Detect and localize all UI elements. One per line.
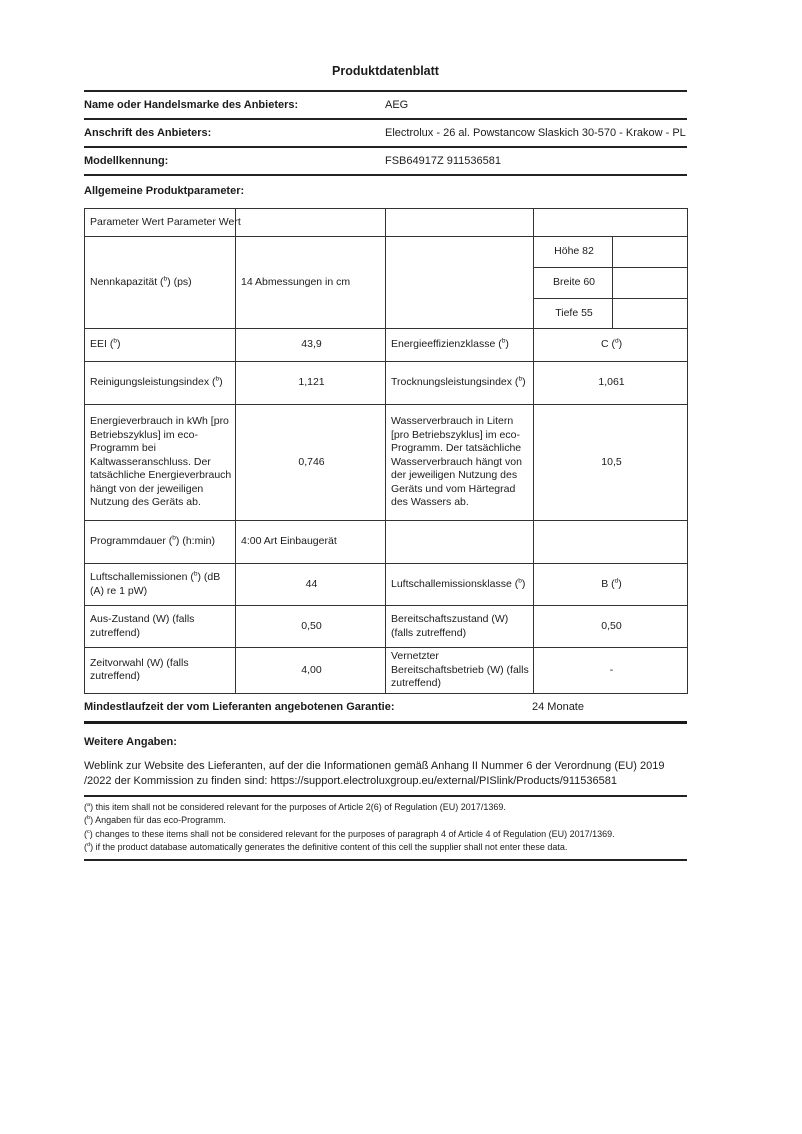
delay-start-row [85,648,688,694]
value-cell: 0,50 [534,606,688,648]
eei-row [85,329,688,362]
footnote-marker: c [87,828,90,835]
value-cell: 0,50 [236,606,386,648]
capacity-row [85,237,688,268]
page-content [84,62,687,861]
param-cell: EEI ($^b$) [85,329,236,362]
cleaning-index-row [85,362,688,405]
supplier-name-label: Name oder Handelsmarke des Anbieters: [84,99,299,111]
additional-info-heading: Weitere Angaben: [84,735,177,748]
param-cell: Vernetzter Bereitschaftsbetrieb (W) (falls zutreffend) [386,648,534,694]
footnote-marker: a [87,801,91,808]
energy-water-consumption-row [85,405,688,521]
value-cell: 4,00 [236,648,386,694]
warranty-row [84,694,687,724]
param-cell: Trocknungsleistungsindex ($^b$) [386,362,534,405]
param-cell: Bereitschaftszustand (W) (falls zutreffend) [386,606,534,648]
dimension-empty-cell [613,268,688,299]
noise-emissions-row [85,564,688,606]
warranty-value: 24 Monate [532,701,584,713]
weblink-line: /2022 der Kommission zu finden sind: https://support.electroluxgroup.eu/external/PISlink/Products/911536581 [84,774,618,787]
value-cell [534,521,688,564]
footnote-text: Angaben für das eco-Programm. [95,815,226,825]
value-cell: C ($^d$) [534,329,688,362]
value-cell: - [534,648,688,694]
supplier-info-section [84,90,687,176]
param-cell: Luftschallemissionsklasse ($^b$) [386,564,534,606]
model-identifier-row [84,148,687,176]
param-cell: Energieeffizienzklasse ($^b$) [386,329,534,362]
dimension-empty-cell [613,299,688,329]
table-header-empty-cell [386,209,534,237]
param-cell: Programmdauer ($^b$) (h:min) [85,521,236,564]
footnote-item: ($^d$) if the product database automatically generates the definitive content of this cell the supplier shall not enter these data. [84,842,568,852]
table-header-empty-cell [534,209,688,237]
dimension-empty-cell [613,237,688,268]
document-title: Produktdatenblatt [332,64,439,78]
supplier-address-row [84,120,687,148]
table-header-cell: Parameter Wert Parameter Wert [85,209,236,237]
value-cell: 43,9 [236,329,386,362]
supplier-address-value: Electrolux - 26 al. Powstancow Slaskich 30-570 - Krakow - PL [385,127,686,139]
param-cell: Aus-Zustand (W) (falls zutreffend) [85,606,236,648]
capacity-param-cell: Nennkapazität ($^b$) (ps) [85,237,236,329]
supplier-address-label: Anschrift des Anbieters: [84,127,212,139]
footnotes-section [84,795,687,861]
param-cell: Wasserverbrauch in Litern [pro Betriebszyklus] im eco-Programm. Der tatsächliche Wasserverbrauch hängt von der jeweiligen Nutzung des Geräts und vom Härtegrad des Wassers ab. [386,405,534,521]
footnote-marker: d [87,842,91,848]
param-cell [386,521,534,564]
param-cell: Energieverbrauch in kWh [pro Betriebszyklus] im eco-Programm bei Kaltwasseranschluss. Der tatsächliche Energieverbrauch hängt von der jeweiligen Nutzung des Geräts ab. [85,405,236,521]
value-cell: 1,061 [534,362,688,405]
weblink-line: Weblink zur Website des Lieferanten, auf der die Informationen gemäß Anhang II Nummer 6 der Verordnung (EU) 2019 [84,759,665,772]
value-cell: 10,5 [534,405,688,521]
table-header-row [85,209,688,237]
supplier-name-row [84,92,687,120]
param-cell: Luftschallemissionen ($^b$) (dB (A) re 1 pW) [85,564,236,606]
footnote-item: ($^a$) this item shall not be considered relevant for the purposes of Article 2(6) of Regulation (EU) 2017/1369. [84,801,506,812]
param-cell: Reinigungsleistungsindex ($^b$) [85,362,236,405]
param-cell: Zeitvorwahl (W) (falls zutreffend) [85,648,236,694]
footnote-marker: b [87,815,91,821]
supplier-name-value: AEG [385,99,409,111]
model-identifier-value: FSB64917Z 911536581 [385,155,501,167]
product-parameters-table [84,208,688,694]
footnote-text: if the product database automatically generates the definitive content of this cell the supplier shall not enter these data. [95,842,568,852]
value-cell: 1,121 [236,362,386,405]
value-cell: 0,746 [236,405,386,521]
general-parameters-heading: Allgemeine Produktparameter: [84,185,245,197]
off-mode-row [85,606,688,648]
dimension-height-cell: Höhe 82 [534,237,613,268]
capacity-value-cell: 14 Abmessungen in cm [236,237,386,329]
footnote-text: this item shall not be considered relevant for the purposes of Article 2(6) of Regulation (EU) 2017/1369. [95,801,506,812]
program-duration-row [85,521,688,564]
dimension-depth-cell: Tiefe 55 [534,299,613,329]
footnote-item: ($^b$) Angaben für das eco-Programm. [84,815,226,825]
footnote-text: changes to these items shall not be considered relevant for the purposes of paragraph 4 of Article 4 of Regulation (EU) 2017/1369. [95,828,615,839]
value-cell: 4:00 Art Einbaugerät [236,521,386,564]
dimensions-empty-cell [386,237,534,329]
value-cell: B ($^d$) [534,564,688,606]
dimension-width-cell: Breite 60 [534,268,613,299]
model-identifier-label: Modellkennung: [84,155,169,167]
weblink-paragraph [84,759,687,789]
footnote-item: ($^c$) changes to these items shall not be considered relevant for the purposes of paragraph 4 of Article 4 of Regulation (EU) 2017/1369. [84,828,615,839]
table-header-empty-cell [236,209,386,237]
warranty-label: Mindestlaufzeit der vom Lieferanten angebotenen Garantie: [84,701,395,713]
value-cell: 44 [236,564,386,606]
